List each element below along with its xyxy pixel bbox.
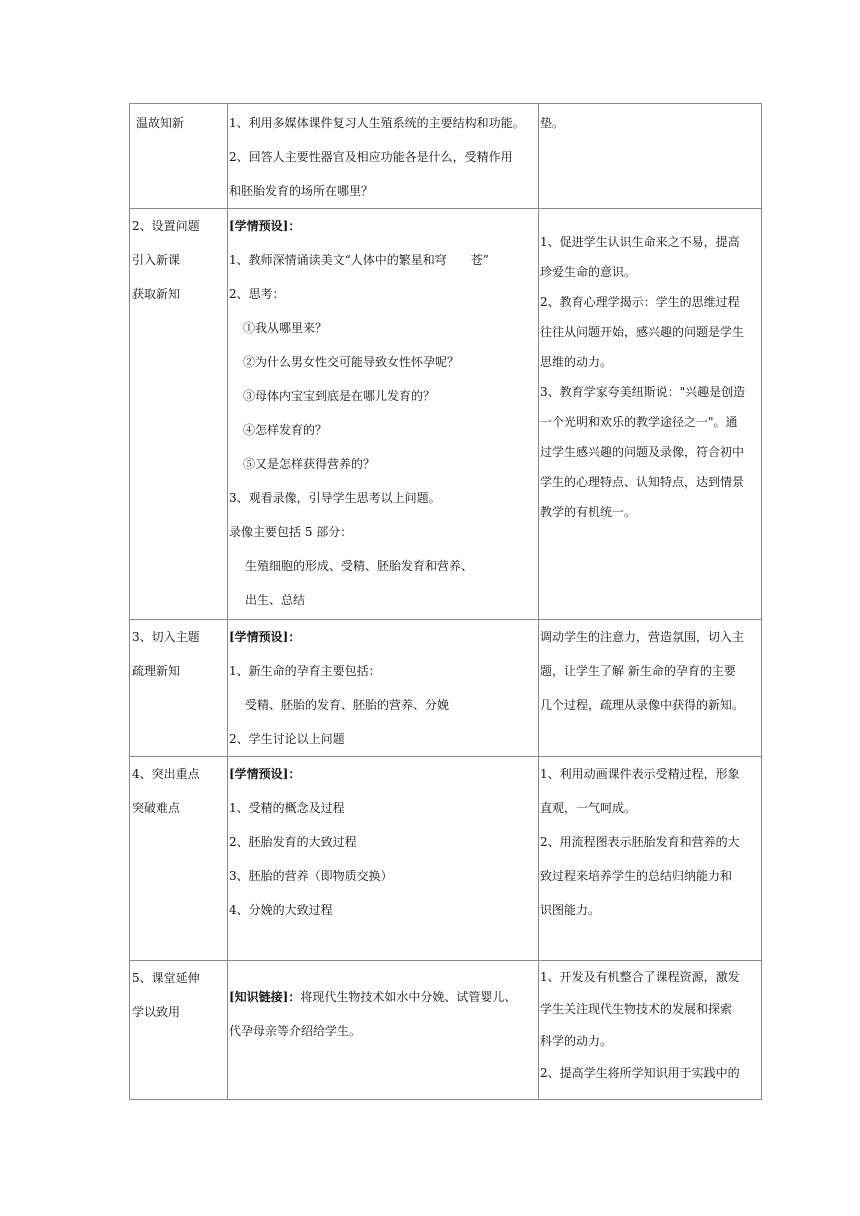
activity-line: 受精、胚胎的发育、胚胎的营养、分娩 bbox=[245, 698, 450, 712]
table-row-key-points bbox=[130, 757, 762, 961]
note-line: 科学的动力。 bbox=[540, 1034, 613, 1048]
stage-cell bbox=[130, 757, 228, 961]
activity-line: ②为什么男女性交可能导致女性怀孕呢？ bbox=[243, 355, 460, 369]
note-line: 几个过程，疏理从录像中获得的新知。 bbox=[540, 698, 745, 712]
notes-cell bbox=[539, 209, 762, 620]
table-row-review bbox=[130, 104, 762, 209]
table-row-topic bbox=[130, 620, 762, 757]
section-tag: [学情预设]： bbox=[229, 630, 301, 644]
note-line: 1、利用动画课件表示受精过程，形象 bbox=[540, 767, 740, 781]
lesson-plan-table bbox=[129, 103, 762, 1100]
stage-label: 突破难点 bbox=[132, 801, 181, 815]
note-line: 1、促进学生认识生命来之不易，提高 bbox=[540, 235, 740, 249]
activity-text: 将现代生物技术如水中分娩、试管婴儿、 bbox=[300, 990, 517, 1004]
note-line: 珍爱生命的意识。 bbox=[540, 265, 637, 279]
note-line: 3、教育学家夸美纽斯说："兴趣是创造 bbox=[540, 385, 746, 399]
table-row-extension bbox=[130, 961, 762, 1100]
note-line: 学生的心理特点、认知特点，达到情景 bbox=[540, 475, 745, 489]
activity-line: 和胚胎发育的场所在哪里？ bbox=[229, 184, 374, 198]
note-line: 一个光明和欢乐的教学途径之一"。通 bbox=[540, 415, 738, 429]
section-tag: [学情预设]： bbox=[229, 219, 301, 233]
activity-line: ③母体内宝宝到底是在哪儿发育的？ bbox=[243, 389, 436, 403]
stage-label: 引入新课 bbox=[132, 253, 181, 267]
note-line: 调动学生的注意力，营造氛围，切入主 bbox=[540, 630, 745, 644]
activity-line: 出生、总结 bbox=[245, 593, 306, 607]
activity-line: 代孕母亲等介绍给学生。 bbox=[229, 1024, 362, 1038]
note-line: 1、开发及有机整合了课程资源，激发 bbox=[540, 970, 740, 984]
activity-cell bbox=[228, 961, 539, 1100]
activity-line: 3、观看录像，引导学生思考以上问题。 bbox=[229, 491, 441, 505]
note-line: 教学的有机统一。 bbox=[540, 505, 637, 519]
activity-cell bbox=[228, 620, 539, 757]
section-tag: [学情预设]： bbox=[229, 767, 301, 781]
activity-line bbox=[229, 980, 538, 1014]
activity-line: 录像主要包括 5 部分： bbox=[229, 525, 353, 539]
note-line: 题，让学生了解 新生命的孕育的主要 bbox=[540, 664, 736, 678]
activity-line: 3、胚胎的营养（即物质交换） bbox=[229, 869, 393, 883]
note-line: 2、教育心理学揭示：学生的思维过程 bbox=[540, 295, 740, 309]
note-line: 直观，一气呵成。 bbox=[540, 801, 637, 815]
activity-line: 2、回答人主要性器官及相应功能各是什么，受精作用 bbox=[229, 150, 513, 164]
stage-label: 疏理新知 bbox=[132, 664, 181, 678]
activity-cell bbox=[228, 757, 539, 961]
note-line: 学生关注现代生物技术的发展和探索 bbox=[540, 1002, 733, 1016]
stage-cell bbox=[130, 104, 228, 209]
activity-line: 1、利用多媒体课件复习人生殖系统的主要结构和功能。 bbox=[229, 116, 525, 130]
activity-line: 4、分娩的大致过程 bbox=[229, 903, 333, 917]
activity-line: 2、学生讨论以上问题 bbox=[229, 732, 345, 746]
activity-line: 1、教师深情诵读美文“人体中的繁星和穹 苍” bbox=[229, 253, 489, 267]
stage-label: 学以致用 bbox=[132, 1005, 181, 1019]
notes-cell bbox=[539, 620, 762, 757]
notes-cell bbox=[539, 757, 762, 961]
table-row-introduce bbox=[130, 209, 762, 620]
section-tag: [知识链接]： bbox=[229, 990, 301, 1004]
activity-line: ⑤又是怎样获得营养的？ bbox=[243, 457, 376, 471]
activity-line: ①我从哪里来？ bbox=[243, 321, 328, 335]
stage-label: 5、课堂延伸 bbox=[132, 971, 200, 985]
stage-label: 获取新知 bbox=[132, 287, 181, 301]
activity-cell bbox=[228, 209, 539, 620]
note-line: 往往从问题开始，感兴趣的问题是学生 bbox=[540, 325, 745, 339]
activity-line: 1、受精的概念及过程 bbox=[229, 801, 345, 815]
note-line: 过学生感兴趣的问题及录像，符合初中 bbox=[540, 445, 745, 459]
stage-label: 温故知新 bbox=[136, 116, 185, 130]
note-line: 2、用流程图表示胚胎发育和营养的大 bbox=[540, 835, 740, 849]
stage-label: 4、突出重点 bbox=[132, 767, 200, 781]
activity-cell bbox=[228, 104, 539, 209]
notes-cell bbox=[539, 104, 762, 209]
note-line: 垫。 bbox=[540, 116, 565, 130]
stage-cell bbox=[130, 209, 228, 620]
note-line: 2、提高学生将所学知识用于实践中的 bbox=[540, 1066, 740, 1080]
note-line: 思维的动力。 bbox=[540, 355, 613, 369]
note-line: 致过程来培养学生的总结归纳能力和 bbox=[540, 869, 733, 883]
stage-cell bbox=[130, 620, 228, 757]
activity-line: 1、新生命的孕育主要包括： bbox=[229, 664, 381, 678]
activity-line: 2、胚胎发育的大致过程 bbox=[229, 835, 357, 849]
activity-line: 生殖细胞的形成、受精、胚胎发育和营养、 bbox=[245, 559, 474, 573]
activity-line: ④怎样发育的？ bbox=[243, 423, 328, 437]
stage-cell bbox=[130, 961, 228, 1100]
stage-label: 2、设置问题 bbox=[132, 219, 200, 233]
note-line: 识图能力。 bbox=[540, 903, 601, 917]
stage-label: 3、切入主题 bbox=[132, 630, 200, 644]
notes-cell bbox=[539, 961, 762, 1100]
activity-line: 2、思考： bbox=[229, 287, 285, 301]
